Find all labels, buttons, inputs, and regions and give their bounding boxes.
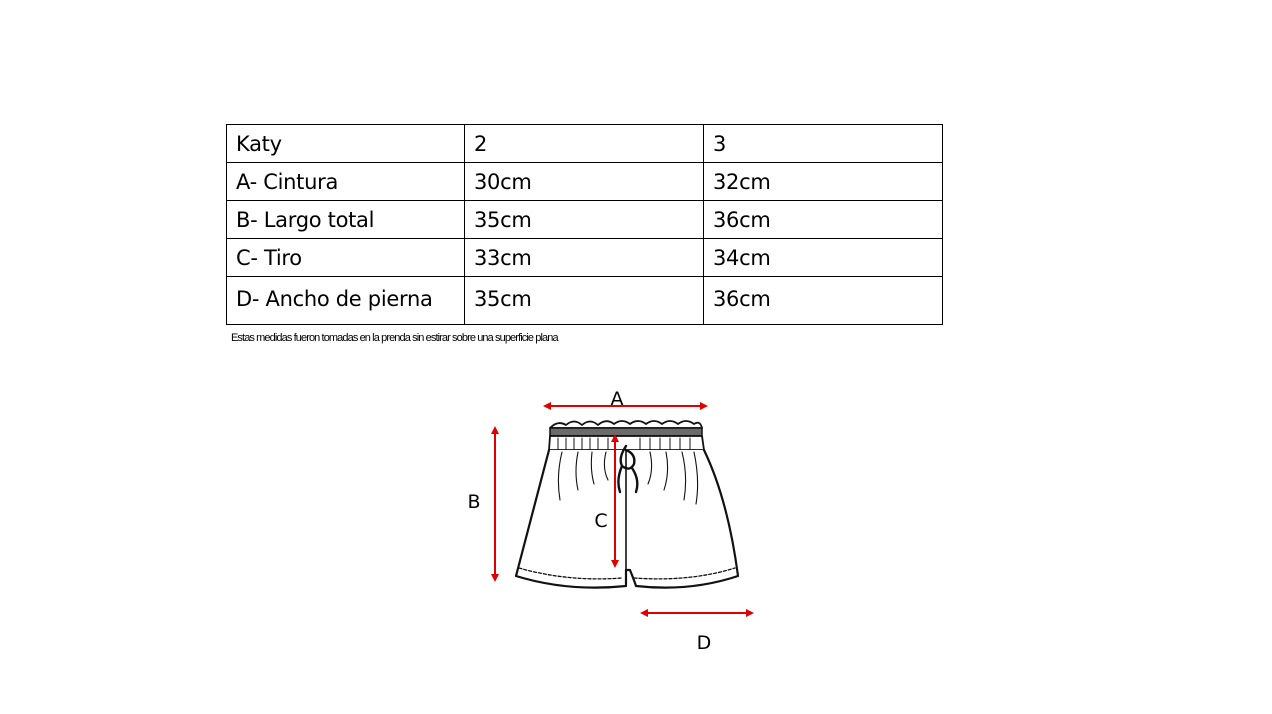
measurement-note: Estas medidas fueron tomadas en la prenda sin estirar sobre una superficie plana — [231, 332, 558, 344]
measure-value: 34cm — [704, 239, 943, 277]
table-header-row — [227, 125, 943, 163]
measure-value: 36cm — [704, 201, 943, 239]
label-d: D — [696, 632, 712, 654]
header-cell-model: Katy — [227, 125, 465, 163]
shorts-measurement-diagram — [450, 380, 780, 670]
label-b: B — [467, 491, 481, 513]
header-cell-size-3: 3 — [704, 125, 943, 163]
label-c: C — [594, 510, 608, 532]
table-row — [227, 201, 943, 239]
measure-value: 33cm — [465, 239, 704, 277]
header-cell-size-2: 2 — [465, 125, 704, 163]
shorts-icon — [516, 421, 738, 588]
measure-value: 35cm — [465, 277, 704, 325]
measure-value: 36cm — [704, 277, 943, 325]
measure-value: 35cm — [465, 201, 704, 239]
measure-value: 30cm — [465, 163, 704, 201]
table-row — [227, 239, 943, 277]
size-table — [226, 124, 943, 325]
measure-value: 32cm — [704, 163, 943, 201]
measure-label: D- Ancho de pierna — [227, 277, 465, 325]
measure-label: A- Cintura — [227, 163, 465, 201]
label-a: A — [610, 388, 624, 410]
measure-label: B- Largo total — [227, 201, 465, 239]
table-row — [227, 163, 943, 201]
measure-label: C- Tiro — [227, 239, 465, 277]
table-row — [227, 277, 943, 325]
